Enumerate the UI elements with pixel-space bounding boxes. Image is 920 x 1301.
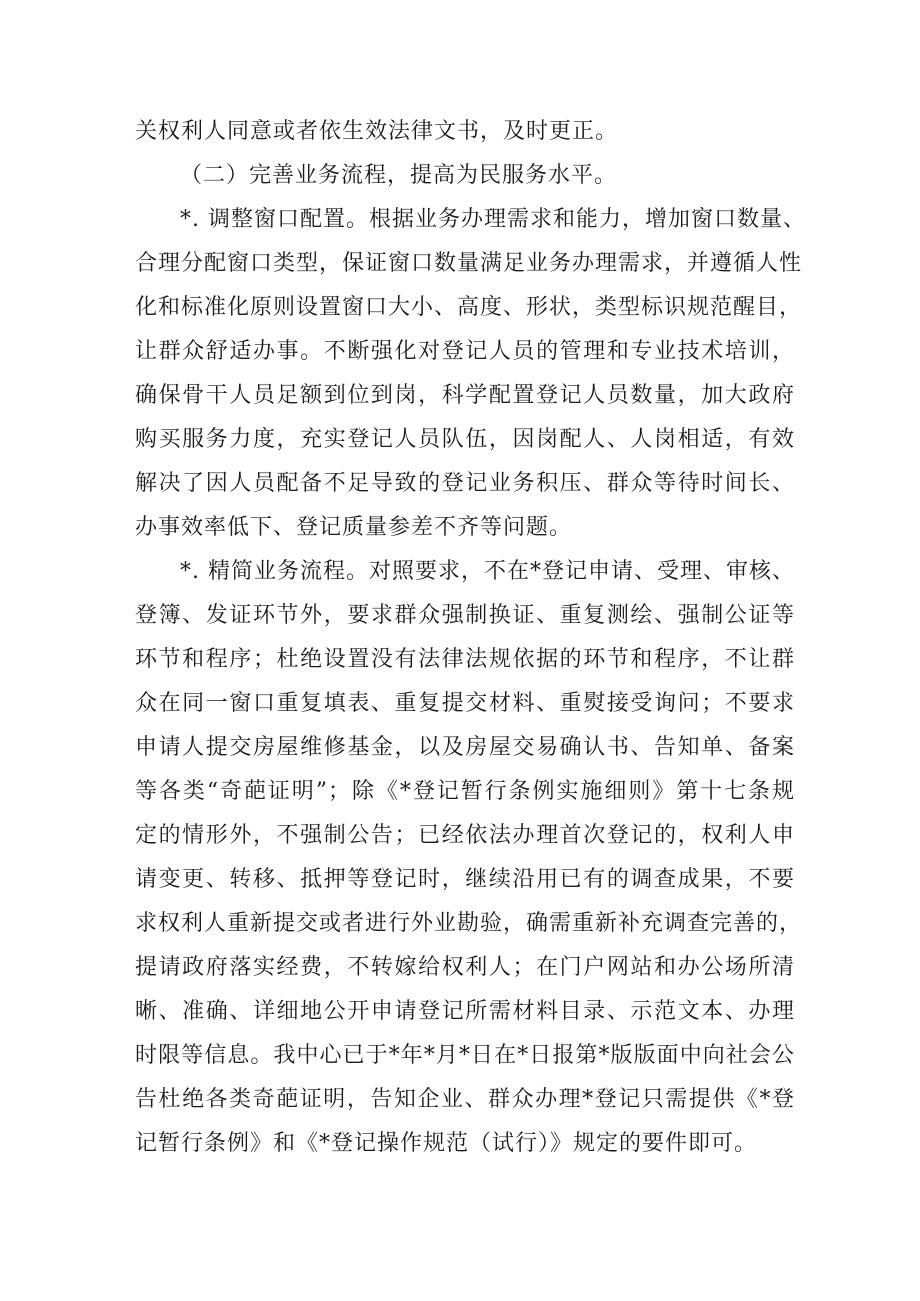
text-line: 登簿、发证环节外，要求群众强制换证、重复测绘、强制公证等 [135,603,795,628]
text-line: 等各类“奇葩证明”；除《*登记暂行条例实施细则》第十七条规 [135,779,795,804]
text-line: 提请政府落实经费，不转嫁给权利人；在门户网站和办公场所清 [135,955,795,980]
text-line: 众在同一窗口重复填表、重复提交材料、重熨接受询问；不要求 [135,691,795,716]
text-line: 申请人提交房屋维修基金，以及房屋交易确认书、告知单、备案 [135,735,795,760]
text-line: 确保骨干人员足额到位到岗，科学配置登记人员数量，加大政府 [135,383,795,408]
text-line: 解决了因人员配备不足导致的登记业务积压、群众等待时间长、 [135,471,795,496]
text-line: 让群众舒适办事。不断强化对登记人员的管理和专业技术培训， [135,339,795,364]
text-line: *. 调整窗口配置。根据业务办理需求和能力，增加窗口数量、 [180,207,806,232]
text-line: 定的情形外，不强制公告；已经依法办理首次登记的，权利人申 [135,823,795,848]
text-line: 晰、准确、详细地公开申请登记所需材料目录、示范文本、办理 [135,999,795,1024]
section-heading: （二）完善业务流程，提高为民服务水平。 [180,163,618,188]
text-line: 合理分配窗口类型，保证窗口数量满足业务办理需求，并遵循人性 [135,251,803,276]
text-line: 办事效率低下、登记质量参差不齐等问题。 [135,515,573,540]
text-line: 关权利人同意或者依生效法律文书，及时更正。 [135,119,619,144]
text-line: 记暂行条例》和《*登记操作规范（试行）》规定的要件即可。 [135,1131,758,1156]
text-line: 告杜绝各类奇葩证明，告知企业、群众办理*登记只需提供《*登 [135,1087,795,1112]
text-line: 时限等信息。我中心已于*年*月*日在*日报第*版版面中向社会公 [135,1043,795,1068]
text-line: 购买服务力度，充实登记人员队伍，因岗配人、人岗相适，有效 [135,427,795,452]
text-line: 求权利人重新提交或者进行外业勘验，确需重新补充调查完善的， [135,911,803,936]
text-line: *. 精简业务流程。对照要求，不在*登记申请、受理、审核、 [180,559,795,584]
text-line: 环节和程序；杜绝设置没有法律法规依据的环节和程序，不让群 [135,647,795,672]
text-line: 化和标准化原则设置窗口大小、高度、形状，类型标识规范醒目， [135,295,803,320]
text-line: 请变更、转移、抵押等登记时，继续沿用已有的调查成果，不要 [135,867,795,892]
